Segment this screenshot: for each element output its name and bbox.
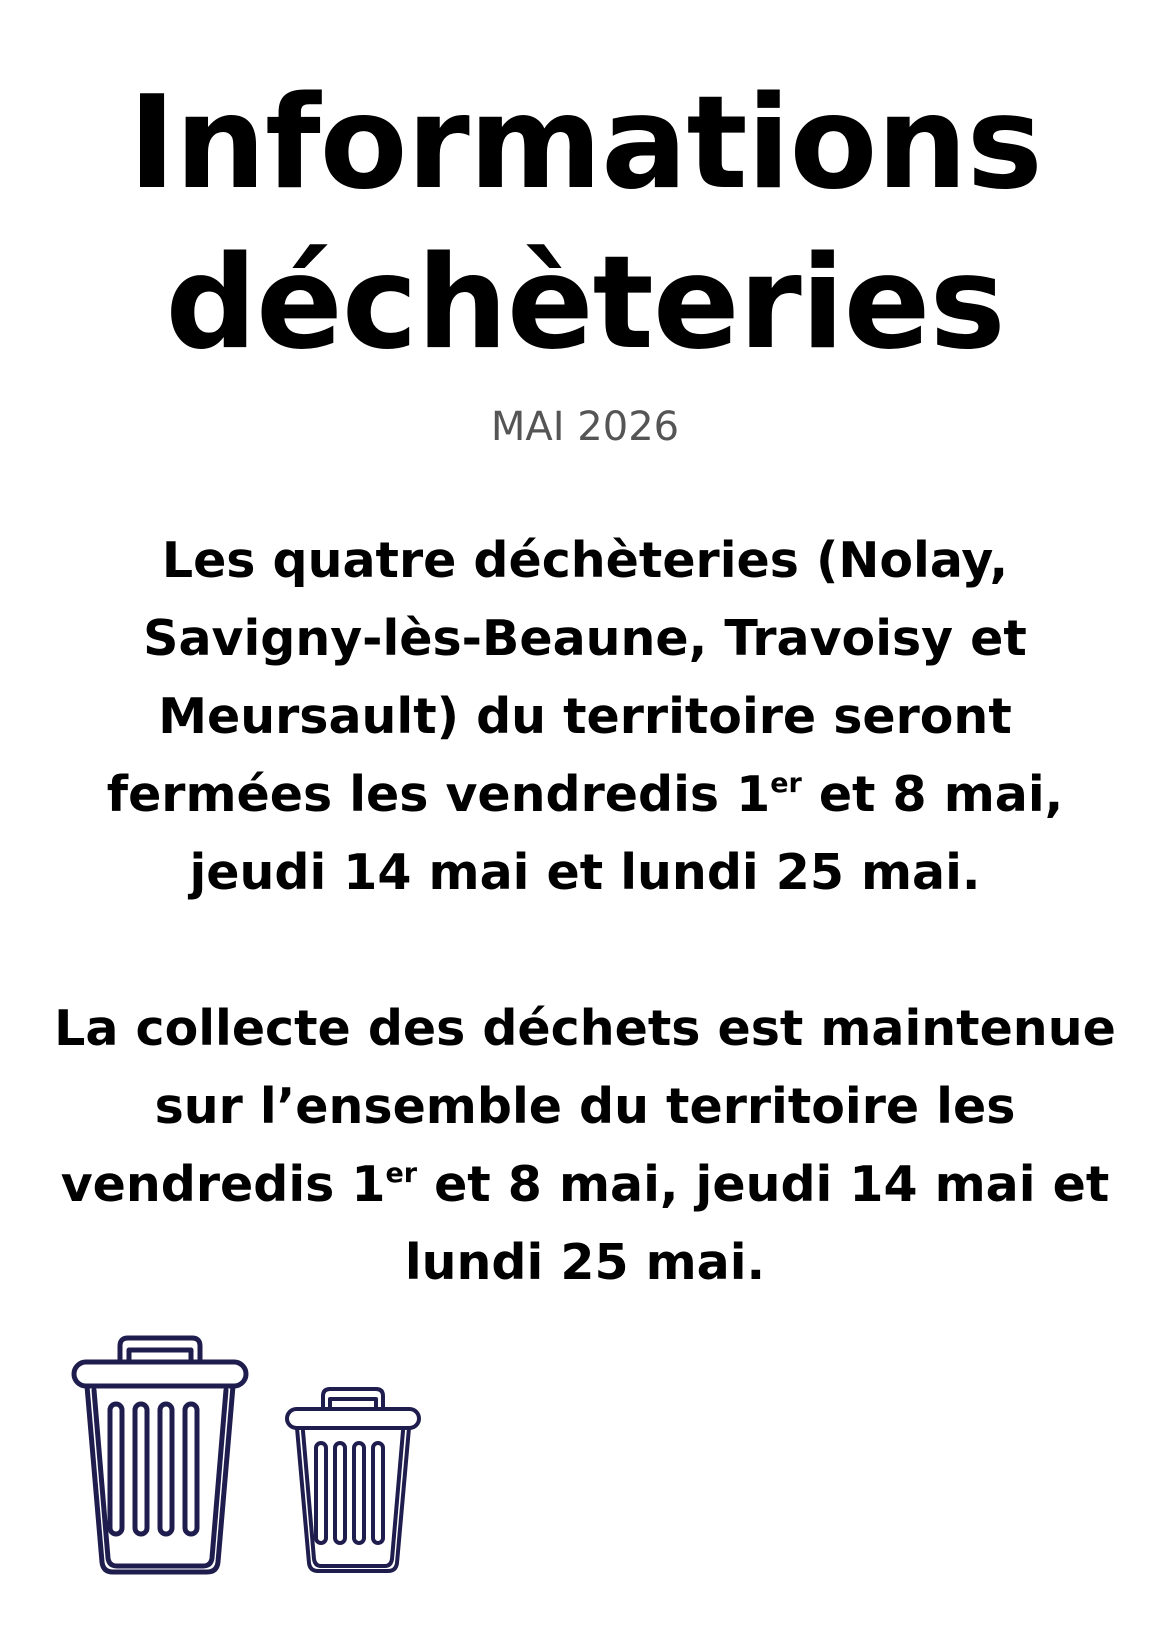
- trash-bin-icon: [70, 1330, 250, 1580]
- trash-bin-icon: [283, 1383, 423, 1578]
- collection-paragraph: [40, 990, 1130, 1302]
- closure-text-end: et 8 mai, jeudi 14 mai et lundi 25 mai.: [189, 766, 1064, 901]
- page-title-line-1: Informations: [128, 69, 1042, 218]
- collection-text-start: La collecte des déchets est maintenue sur l’ensemble du territoire les vendredis 1: [54, 1000, 1116, 1213]
- page-title-line-2: déchèteries: [165, 229, 1005, 378]
- collection-text-end: et 8 mai, jeudi 14 mai et lundi 25 mai.: [404, 1156, 1110, 1291]
- ordinal-superscript: er: [770, 768, 802, 800]
- date-subtitle: MAI 2026: [490, 404, 680, 450]
- ordinal-superscript: er: [385, 1158, 418, 1190]
- closure-text-start: Les quatre déchèteries (Nolay, Savigny-lès-Beaune, Travoisy et Meursault) du territoire seront fermées les vendredis 1: [106, 532, 1027, 823]
- closure-paragraph: [40, 522, 1130, 912]
